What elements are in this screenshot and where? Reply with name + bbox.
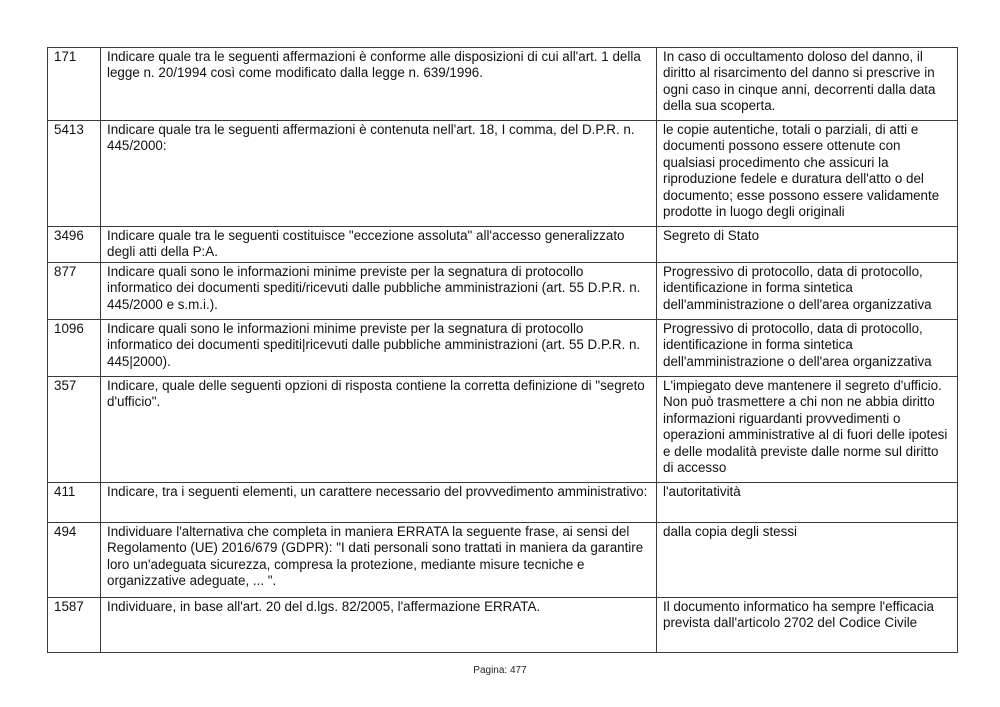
question-id: 877	[48, 263, 101, 320]
question-text: Indicare quale tra le seguenti affermazioni è conforme alle disposizioni di cui all'art. 1 della legge n. 20/1994 così come modificato dalla legge n. 639/1996.	[101, 48, 657, 121]
answer-text: l'autoritatività	[657, 483, 958, 523]
table-row	[48, 48, 958, 121]
page-number: Pagina: 477	[473, 665, 527, 676]
question-id: 411	[48, 483, 101, 523]
table-row	[48, 523, 958, 598]
question-text: Indicare, quale delle seguenti opzioni di risposta contiene la corretta definizione di "segreto d'ufficio".	[101, 377, 657, 483]
question-id: 3496	[48, 227, 101, 263]
question-text: Indicare quali sono le informazioni minime previste per la segnatura di protocollo informatico dei documenti spediti/ricevuti dalle pubbliche amministrazioni (art. 55 D.P.R. n. 445/2000 e s.m.i.).	[101, 263, 657, 320]
answer-text: le copie autentiche, totali o parziali, di atti e documenti possono essere ottenute con qualsiasi procedimento che assicuri la riproduzione fedele e duratura dell'atto o del documento; esse possono essere validamente prodotte in luogo degli originali	[657, 121, 958, 227]
table-row	[48, 377, 958, 483]
table-row	[48, 320, 958, 377]
question-id: 357	[48, 377, 101, 483]
table-row	[48, 263, 958, 320]
answer-text: In caso di occultamento doloso del danno, il diritto al risarcimento del danno si prescrive in ogni caso in cinque anni, decorrenti dalla data della sua scoperta.	[657, 48, 958, 121]
question-text: Indicare quale tra le seguenti costituisce "eccezione assoluta" all'accesso generalizzato degli atti della P:A.	[101, 227, 657, 263]
question-id: 1587	[48, 598, 101, 653]
question-text: Individuare, in base all'art. 20 del d.lgs. 82/2005, l'affermazione ERRATA.	[101, 598, 657, 653]
table-row	[48, 227, 958, 263]
question-id: 1096	[48, 320, 101, 377]
question-text: Indicare quali sono le informazioni minime previste per la segnatura di protocollo informatico dei documenti spediti|ricevuti dalle pubbliche amministrazioni (art. 55 D.P.R. n. 445|2000).	[101, 320, 657, 377]
answer-text: Segreto di Stato	[657, 227, 958, 263]
question-id: 494	[48, 523, 101, 598]
question-id: 171	[48, 48, 101, 121]
question-text: Individuare l'alternativa che completa in maniera ERRATA la seguente frase, ai sensi del Regolamento (UE) 2016/679 (GDPR): "I dati personali sono trattati in maniera da garantire loro un'adeguata sicurezza, compresa la protezione, mediante misure tecniche e organizzative adeguate, ... ".	[101, 523, 657, 598]
answer-text: dalla copia degli stessi	[657, 523, 958, 598]
answer-text: Il documento informatico ha sempre l'efficacia prevista dall'articolo 2702 del Codice Civile	[657, 598, 958, 653]
answer-text: Progressivo di protocollo, data di protocollo, identificazione in forma sintetica dell'amministrazione o dell'area organizzativa	[657, 320, 958, 377]
questions-table	[47, 47, 958, 653]
answer-text: L'impiegato deve mantenere il segreto d'ufficio. Non può trasmettere a chi non ne abbia diritto informazioni riguardanti provvedimenti o operazioni amministrative al di fuori delle ipotesi e delle modalità previste dalle norme sul diritto di accesso	[657, 377, 958, 483]
question-text: Indicare, tra i seguenti elementi, un carattere necessario del provvedimento amministrativo:	[101, 483, 657, 523]
question-text: Indicare quale tra le seguenti affermazioni è contenuta nell'art. 18, I comma, del D.P.R. n. 445/2000:	[101, 121, 657, 227]
table-row	[48, 121, 958, 227]
answer-text: Progressivo di protocollo, data di protocollo, identificazione in forma sintetica dell'amministrazione o dell'area organizzativa	[657, 263, 958, 320]
question-id: 5413	[48, 121, 101, 227]
table-row	[48, 483, 958, 523]
table-row	[48, 598, 958, 653]
